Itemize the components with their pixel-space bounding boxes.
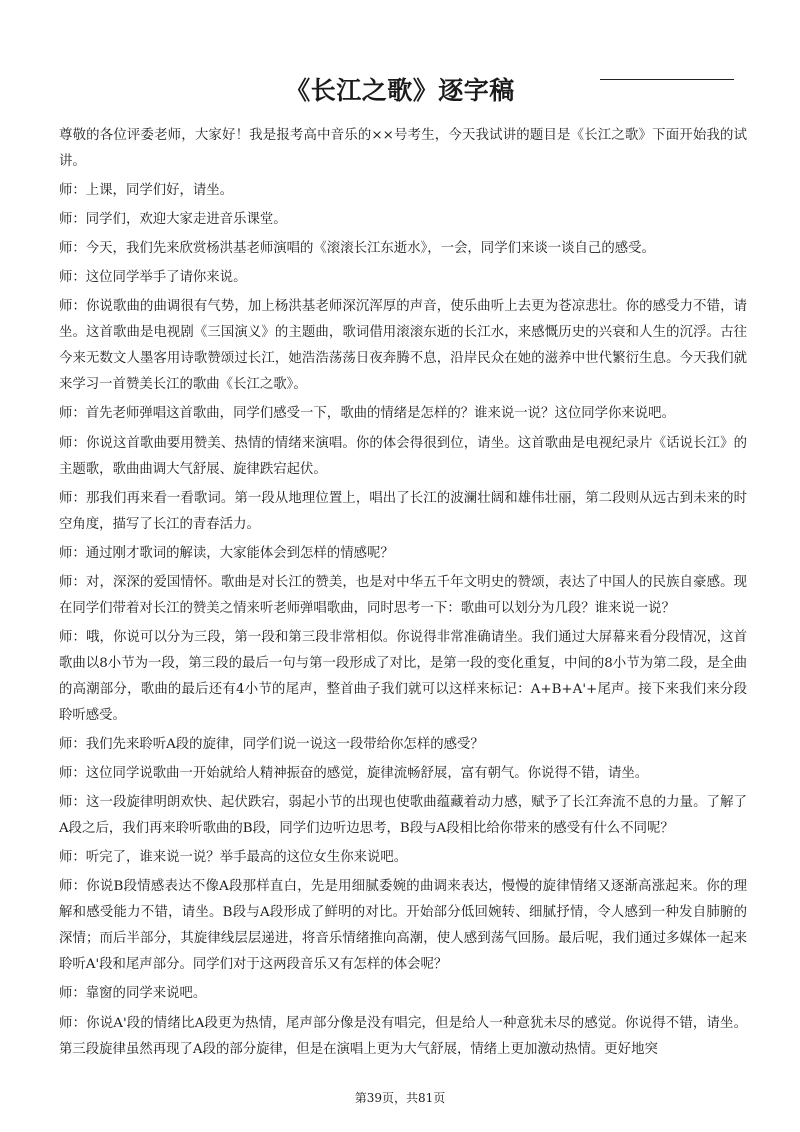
paragraph: 师：这一段旋律明朗欢快、起伏跌宕，弱起小节的出现也使歌曲蕴藏着动力感，赋予了长江奔流不息的力量。了解了A段之后，我们再来聆听歌曲的B段，同学们边听边思考，B段与A段相比给你带来的感受有什么不同呢？ bbox=[59, 795, 747, 837]
paragraph: 师：那我们再来看一看歌词。第一段从地理位置上，唱出了长江的波澜壮阔和雄伟壮丽，第二段则从远古到未来的时空角度，描写了长江的青春活力。 bbox=[59, 490, 747, 532]
paragraph: 师：哦，你说可以分为三段，第一段和第三段非常相似。你说得非常准确请坐。我们通过大屏幕来看分段情况，这首歌曲以8小节为一段，第三段的最后一句与第一段形成了对比，是第一段的变化重复，中间的8小节为第二段，是全曲的高潮部分，歌曲的最后还有4小节的尾声，整首曲子我们就可以这样来标记：A+B+A'+尾声。接下来我们来分段聆听感受。 bbox=[59, 629, 747, 723]
paragraph: 师：今天，我们先来欣赏杨洪基老师演唱的《滚滚长江东逝水》，一会，同学们来谈一谈自己的感受。 bbox=[59, 241, 655, 257]
page-number: 第39页，共81页 bbox=[354, 1091, 446, 1105]
paragraph: 师：靠窗的同学来说吧。 bbox=[59, 986, 207, 1002]
paragraph: 师：你说A'段的情绪比A段更为热情，尾声部分像是没有唱完，但是给人一种意犹未尽的感觉。你说得不错，请坐。第三段旋律虽然再现了A段的部分旋律，但是在演唱上更为大气舒展，情绪上更加激动热情。更好地突 bbox=[59, 1015, 747, 1057]
paragraph: 师：对，深深的爱国情怀。歌曲是对长江的赞美，也是对中华五千年文明史的赞颂，表达了中国人的民族自豪感。现在同学们带着对长江的赞美之情来听老师弹唱歌曲，同时思考一下：歌曲可以划分为几段？谁来说一说？ bbox=[59, 574, 747, 616]
paragraph: 师：我们先来聆听A段的旋律，同学们说一说这一段带给你怎样的感受？ bbox=[59, 737, 484, 753]
document-body bbox=[59, 123, 747, 1066]
paragraph: 师：听完了，谁来说一说？举手最高的这位女生你来说吧。 bbox=[59, 850, 408, 866]
paragraph: 师：通过刚才歌词的解读，大家能体会到怎样的情感呢？ bbox=[59, 545, 394, 561]
paragraph: 师：你说B段情感表达不像A段那样直白，先是用细腻委婉的曲调来表达，慢慢的旋律情绪又逐渐高涨起来。你的理解和感受能力不错，请坐。B段与A段形成了鲜明的对比。开始部分低回婉转、细腻抒情，令人感到一种发自肺腑的深情；而后半部分，其旋律线层层递进，将音乐情绪推向高潮，使人感到荡气回肠。最后呢，我们通过多媒体一起来聆听A'段和尾声部分。同学们对于这两段音乐又有怎样的体会呢？ bbox=[59, 879, 747, 973]
paragraph: 师：首先老师弹唱这首歌曲，同学们感受一下，歌曲的情绪是怎样的？谁来说一说？这位同学你来说吧。 bbox=[59, 406, 675, 422]
paragraph: 师：你说这首歌曲要用赞美、热情的情绪来演唱。你的体会得很到位，请坐。这首歌曲是电视纪录片《话说长江》的主题歌，歌曲曲调大气舒展、旋律跌宕起伏。 bbox=[59, 435, 747, 477]
paragraph: 师：同学们，欢迎大家走进音乐课堂。 bbox=[59, 212, 287, 228]
paragraph: 师：上课，同学们好，请坐。 bbox=[59, 183, 234, 199]
paragraph: 师：你说歌曲的曲调很有气势，加上杨洪基老师深沉浑厚的声音，使乐曲听上去更为苍凉悲壮。你的感受力不错，请坐。这首歌曲是电视剧《三国演义》的主题曲，歌词借用滚滚东逝的长江水，来感慨历史的兴衰和人生的沉浮。古往今来无数文人墨客用诗歌赞颂过长江，她浩浩荡荡日夜奔腾不息，沿岸民众在她的滋养中世代繁衍生息。今天我们就来学习一首赞美长江的歌曲《长江之歌》。 bbox=[59, 299, 747, 393]
document-title: 《长江之歌》逐字稿 bbox=[285, 76, 515, 105]
paragraph-intro: 尊敬的各位评委老师，大家好！我是报考高中音乐的××号考生，今天我试讲的题目是《长江之歌》下面开始我的试讲。 bbox=[59, 128, 747, 170]
paragraph: 师：这位同学说歌曲一开始就给人精神振奋的感觉，旋律流畅舒展，富有朝气。你说得不错，请坐。 bbox=[59, 766, 649, 782]
paragraph: 师：这位同学举手了请你来说。 bbox=[59, 270, 247, 286]
